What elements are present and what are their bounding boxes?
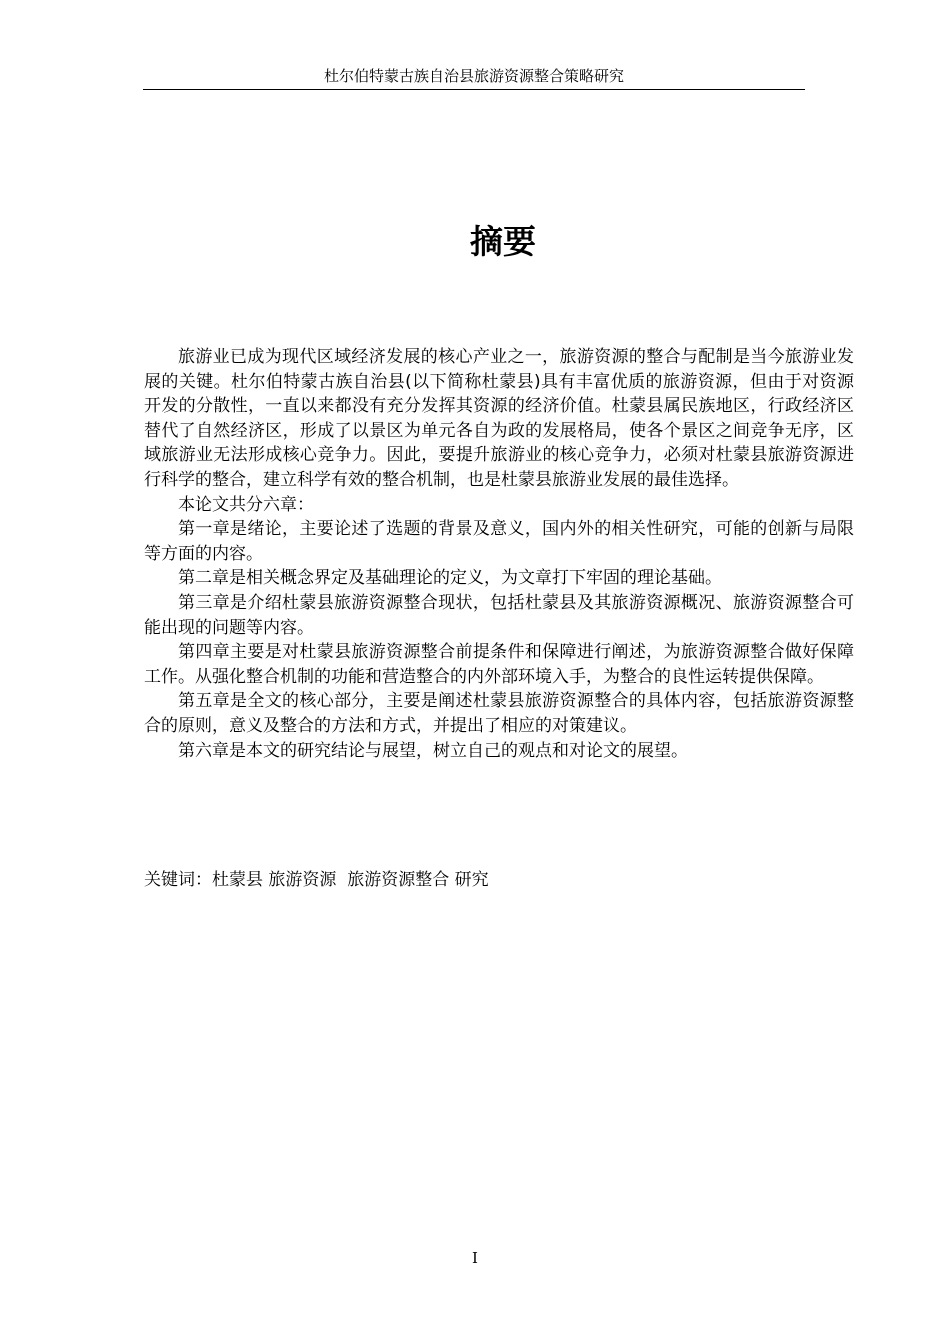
abstract-paragraph: 第六章是本文的研究结论与展望，树立自己的观点和对论文的展望。 xyxy=(178,740,688,761)
running-header-title: 杜尔伯特蒙古族自治县旅游资源整合策略研究 xyxy=(323,67,624,85)
abstract-paragraph: 第三章是介绍杜蒙县旅游资源整合现状，包括杜蒙县及其旅游资源概况、旅游资源整合可能出现的问题等内容。 xyxy=(144,592,854,638)
abstract-paragraph: 本论文共分六章： xyxy=(178,494,314,515)
page-number: I xyxy=(472,1249,478,1267)
abstract-paragraph: 旅游业已成为现代区域经济发展的核心产业之一，旅游资源的整合与配制是当今旅游业发展的关键。杜尔伯特蒙古族自治县(以下简称杜蒙县)具有丰富优质的旅游资源，但由于对资源开发的分散性，一直以来都没有充分发挥其资源的经济价值。杜蒙县属民族地区，行政经济区替代了自然经济区，形成了以景区为单元各自为政的发展格局，使各个景区之间竞争无序，区域旅游业无法形成核心竞争力。因此，要提升旅游业的核心竞争力，必须对杜蒙县旅游资源进行科学的整合，建立科学有效的整合机制，也是杜蒙县旅游业发展的最佳选择。 xyxy=(144,347,854,490)
abstract-paragraph: 第二章是相关概念界定及基础理论的定义，为文章打下牢固的理论基础。 xyxy=(178,568,722,589)
abstract-paragraph: 第五章是全文的核心部分，主要是阐述杜蒙县旅游资源整合的具体内容，包括旅游资源整合的原则，意义及整合的方法和方式，并提出了相应的对策建议。 xyxy=(144,691,854,736)
abstract-paragraph: 第一章是绪论，主要论述了选题的背景及意义，国内外的相关性研究，可能的创新与局限等方面的内容。 xyxy=(144,519,854,564)
abstract-body xyxy=(144,345,854,763)
abstract-paragraph: 第四章主要是对杜蒙县旅游资源整合前提条件和保障进行阐述，为旅游资源整合做好保障工作。从强化整合机制的功能和营造整合的内外部环境入手，为整合的良性运转提供保障。 xyxy=(144,642,854,687)
page-title: 摘要 xyxy=(470,222,536,261)
keywords-line: 关键词：杜蒙县 旅游资源 旅游资源整合 研究 xyxy=(144,870,489,890)
header-divider xyxy=(143,89,805,90)
